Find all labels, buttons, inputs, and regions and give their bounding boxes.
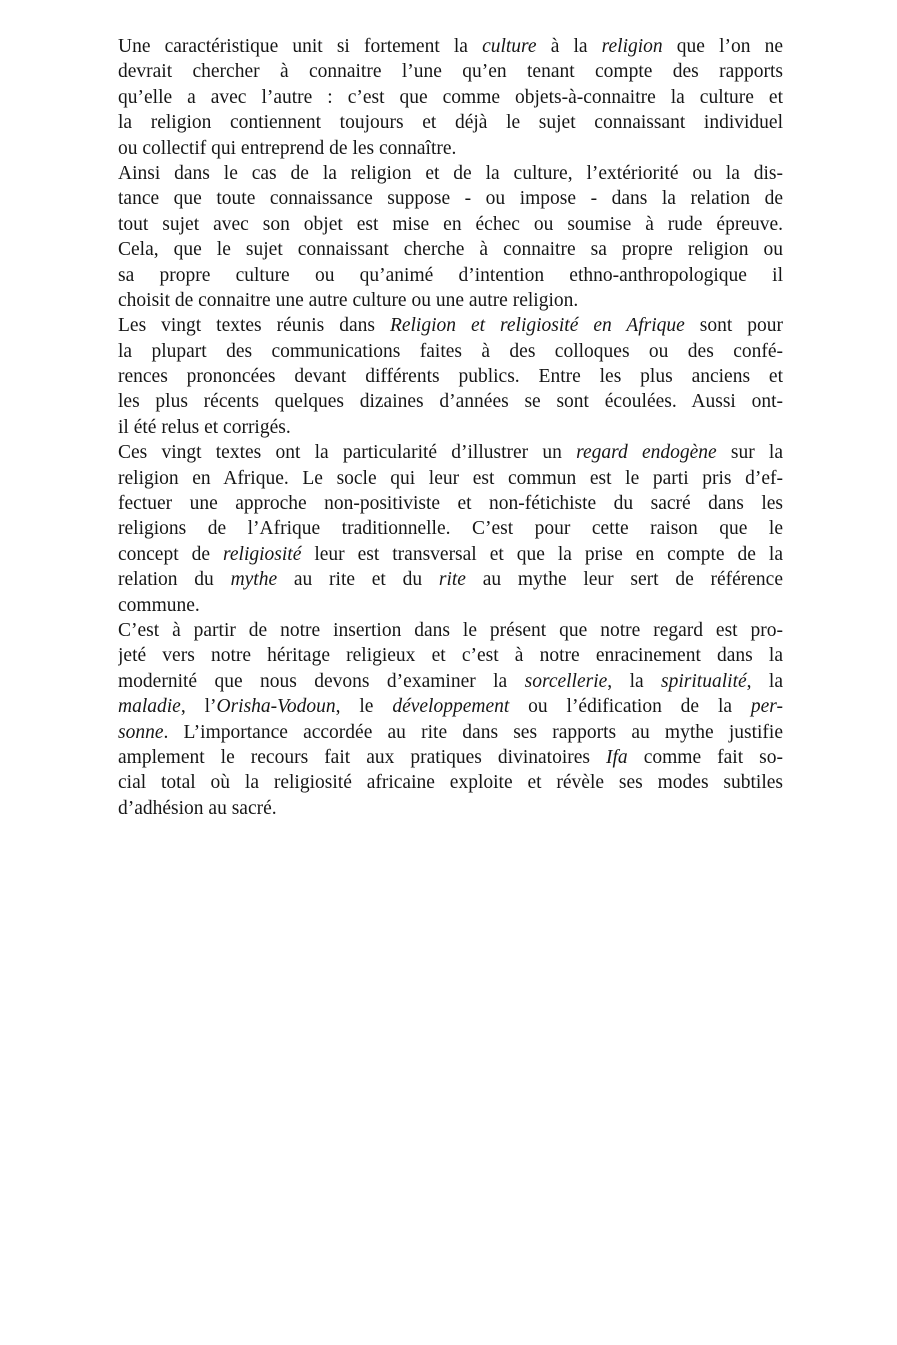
text-line	[118, 212, 783, 237]
text-line	[118, 59, 783, 84]
text-run: au rite et du	[277, 569, 439, 591]
text-run: d’adhésion au sacré.	[118, 797, 277, 819]
italic-term: sorcellerie	[524, 670, 608, 692]
text-line	[118, 364, 783, 389]
text-run: ou l’édification de la	[509, 696, 751, 718]
text-run: commune.	[118, 594, 200, 616]
text-line	[118, 643, 783, 668]
text-run: Ainsi dans le cas de la religion et de la culture, l’extériorité ou la dis-	[118, 162, 783, 184]
text-run: à la	[536, 36, 602, 57]
italic-term: regard endogène	[576, 442, 717, 464]
text-run: comme fait so-	[627, 746, 783, 768]
text-line	[118, 313, 783, 338]
text-run: Les vingt textes réunis dans	[118, 315, 390, 337]
text-run: devrait chercher à connaitre l’une qu’en tenant compte des rapports	[118, 61, 783, 83]
text-run: que l’on ne	[662, 36, 783, 57]
text-line	[118, 770, 783, 795]
text-run: ou collectif qui entreprend de les connaître.	[118, 137, 457, 159]
text-run: jeté vers notre héritage religieux et c’est à notre enracinement dans la	[118, 645, 783, 667]
italic-term: per-	[750, 696, 783, 718]
text-line	[118, 85, 783, 110]
text-line	[118, 542, 783, 567]
text-run: leur est transversal et que la prise en compte de la	[301, 543, 783, 565]
italic-term: religion	[601, 36, 663, 57]
text-run: religions de l’Afrique traditionnelle. C’est pour cette raison que le	[118, 518, 783, 540]
text-line	[118, 161, 783, 186]
text-line	[118, 415, 783, 440]
text-line	[118, 593, 783, 618]
text-run: qu’elle a avec l’autre : c’est que comme objets-à-connaitre la culture et	[118, 86, 783, 108]
text-line	[118, 618, 783, 643]
italic-term: mythe	[230, 569, 278, 591]
text-line	[118, 491, 783, 516]
text-run: cial total où la religiosité africaine exploite et révèle ses modes subtiles	[118, 772, 783, 794]
text-line	[118, 720, 783, 745]
text-line	[118, 136, 783, 161]
text-run: au mythe leur sert de référence	[465, 569, 783, 591]
text-run: Une caractéristique unit si fortement la	[118, 36, 483, 57]
text-run: , l’	[180, 696, 217, 718]
text-run: rences prononcées devant différents publics. Entre les plus anciens et	[118, 366, 783, 388]
text-run: . L’importance accordée au rite dans ses rapports au mythe justifie	[163, 721, 783, 743]
text-run: sur la	[716, 442, 783, 464]
italic-term: culture	[482, 36, 537, 57]
text-run: C’est à partir de notre insertion dans le présent que notre regard est pro-	[118, 619, 783, 641]
text-run: sa propre culture ou qu’animé d’intention ethno-anthropologique il	[118, 264, 783, 286]
italic-term: Orisha-Vodoun	[216, 696, 336, 718]
text-run: tance que toute connaissance suppose - ou impose - dans la relation de	[118, 188, 783, 210]
italic-term: rite	[438, 569, 466, 591]
text-run: , la	[746, 670, 783, 692]
text-line	[118, 186, 783, 211]
text-line	[118, 440, 783, 465]
italic-term: Religion et religiosité en Afrique	[389, 315, 685, 337]
text-run: Ces vingt textes ont la particularité d’illustrer un	[118, 442, 577, 464]
text-line	[118, 389, 783, 414]
text-run: modernité que nous devons d’examiner la	[118, 670, 525, 692]
text-line	[118, 339, 783, 364]
text-run: les plus récents quelques dizaines d’années se sont écoulées. Aussi ont-	[118, 391, 783, 413]
text-line	[118, 669, 783, 694]
text-run: relation du	[118, 569, 231, 591]
text-run: la religion contiennent toujours et déjà le sujet connaissant individuel	[118, 112, 783, 134]
italic-term: spiritualité	[661, 670, 747, 692]
text-run: , la	[607, 670, 662, 692]
text-line	[118, 110, 783, 135]
text-run: fectuer une approche non-positiviste et non-fétichiste du sacré dans les	[118, 493, 783, 515]
text-run: religion en Afrique. Le socle qui leur est commun est le parti pris d’ef-	[118, 467, 783, 489]
italic-term: maladie	[118, 696, 181, 718]
page-text	[118, 34, 783, 821]
text-line	[118, 237, 783, 262]
text-run: amplement le recours fait aux pratiques divinatoires	[118, 746, 607, 768]
italic-term: développement	[392, 696, 510, 718]
text-run: la plupart des communications faites à des colloques ou des confé-	[118, 340, 783, 362]
text-run: concept de	[118, 543, 223, 565]
text-line	[118, 694, 783, 719]
text-run: , le	[335, 696, 393, 718]
text-line	[118, 745, 783, 770]
text-run: tout sujet avec son objet est mise en échec ou soumise à rude épreuve.	[118, 213, 783, 235]
text-run: choisit de connaitre une autre culture ou une autre religion.	[118, 289, 579, 311]
text-line	[118, 516, 783, 541]
text-run: il été relus et corrigés.	[118, 416, 291, 438]
text-line	[118, 567, 783, 592]
text-run: sont pour	[684, 315, 783, 337]
text-run: Cela, que le sujet connaissant cherche à connaitre sa propre religion ou	[118, 239, 783, 261]
text-line	[118, 34, 783, 59]
text-line	[118, 263, 783, 288]
text-line	[118, 288, 783, 313]
italic-term: Ifa	[606, 746, 628, 768]
text-line	[118, 796, 783, 821]
italic-term: sonne	[118, 721, 164, 743]
italic-term: religiosité	[223, 543, 302, 565]
text-line	[118, 466, 783, 491]
